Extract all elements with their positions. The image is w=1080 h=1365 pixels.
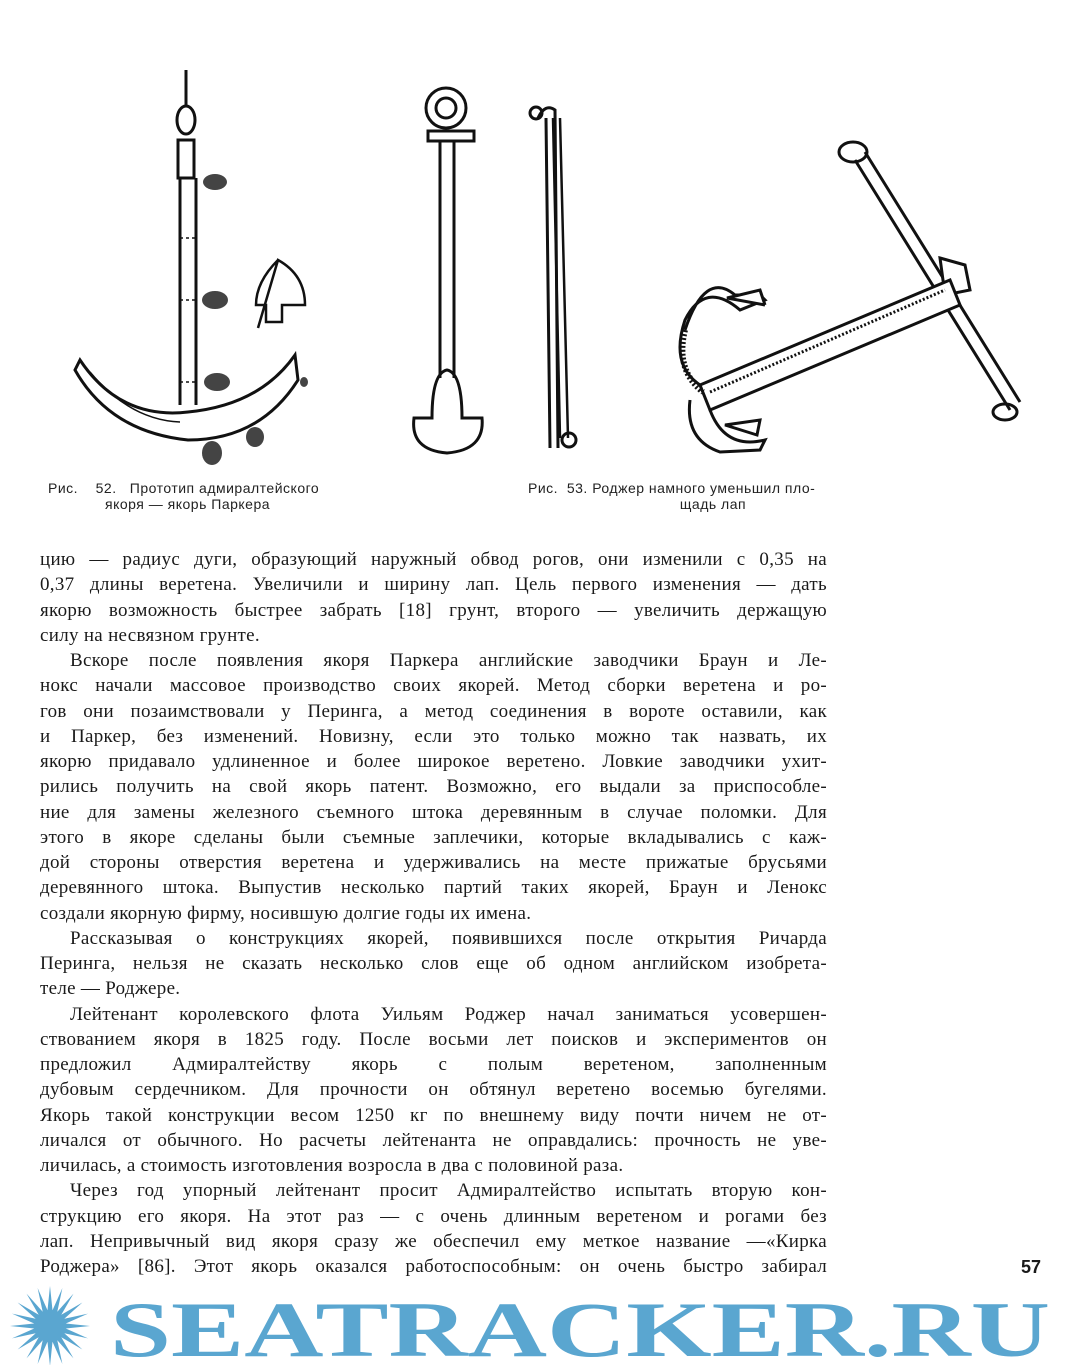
- figure-53-caption: [528, 480, 898, 512]
- text-line: якорю придавало удлиненное и более широкое веретено. Ловкие заводчики ухит-: [40, 751, 827, 772]
- text-line: и Паркер, без изменений. Новизну, если это только можно так назвать, их: [40, 725, 827, 747]
- figure-53-rodger-anchor-perspective-drawing: [665, 130, 1035, 460]
- text-line: личилась, а стоимость изготовления возросла в два с половиной раза.: [40, 1155, 624, 1176]
- text-line: дой стороны отверстия веретена и удерживались на месте прижатые брусьями: [40, 852, 827, 873]
- text-line: предложил Адмиралтейству якорь с полым веретеном, заполненным: [40, 1054, 827, 1075]
- body-text: [40, 547, 827, 1279]
- text-line: Лейтенант королевского флота Уильям Роджер начал заниматься усовершен-: [70, 1003, 827, 1025]
- text-line: рились получить на свой якорь патент. Возможно, его выдали за приспособле-: [40, 776, 827, 798]
- text-line: Перинга, нельзя не сказать несколько слов еще об одном английском изобрета-: [40, 953, 827, 974]
- text-line: дубовым сердечником. Для прочности он обтянул веретено восемью бугелями.: [40, 1079, 827, 1101]
- figure-53-number: 53.: [566, 480, 588, 496]
- figure-52-caption-line1: Прототип адмиралтейского: [129, 480, 320, 496]
- text-line: Рассказывая о конструкциях якорей, появившихся после открытия Ричарда: [70, 927, 827, 949]
- figure-52-number: 52.: [95, 480, 117, 496]
- text-line: 0,37 длины веретена. Увеличили и ширину лап. Цель первого изменения — дать: [40, 574, 827, 596]
- figure-52-parker-anchor-drawing: [60, 60, 330, 470]
- text-line: лап. Непривычный вид якоря сразу же обеспечил ему меткое название —«Кирка: [40, 1230, 827, 1252]
- starburst-icon: [10, 1286, 90, 1365]
- text-line: деревянного штока. Выпустив несколько партий таких якорей, Браун и Ленокс: [40, 877, 827, 899]
- seatracker-watermark-logo: [0, 1284, 1080, 1365]
- figure-53-label: Рис.: [528, 480, 559, 496]
- page-number: 57: [1021, 1257, 1042, 1277]
- text-line: ние для замены железного съемного штока деревянным в случае поломки. Для: [40, 801, 827, 823]
- text-line: гов они позаимствовали у Перинга, а метод соединения в вороте оставили, как: [40, 700, 827, 722]
- text-line: ствованием якоря в 1825 году. После восьми лет поисков и экспериментов он: [40, 1028, 827, 1050]
- figure-53-caption-line2: щадь лап: [679, 496, 747, 512]
- figure-52-label: Рис.: [48, 480, 79, 496]
- text-line: цию — радиус дуги, образующий наружный обвод рогов, они изменили с 0,35 на: [40, 549, 827, 570]
- text-line: силу на несвязном грунте.: [40, 624, 260, 646]
- figure-53-rodger-anchor-front-drawing: [410, 78, 600, 463]
- text-line: Роджера» [86]. Этот якорь оказался работоспособным: он очень быстро забирал: [40, 1256, 827, 1277]
- text-line: Через год упорный лейтенант просит Адмиралтейство испытать вторую кон-: [70, 1180, 827, 1202]
- text-line: якорю возможность быстрее забрать [18] грунт, второго — увеличить держащую: [40, 599, 827, 621]
- text-line: Якорь такой конструкции весом 1250 кг по внешнему виду почти ничем не от-: [40, 1104, 827, 1126]
- text-line: струкцию его якоря. На этот раз — с очень длинным веретеном и рогами без: [40, 1205, 827, 1227]
- text-line: личался от обычного. Но расчеты лейтенанта не оправдались: прочность не уве-: [40, 1129, 827, 1151]
- text-line: теле — Роджере.: [40, 978, 181, 1000]
- text-line: этого в якоре сделаны были съемные заплечики, которые вкладывались с каж-: [40, 826, 827, 848]
- figure-52-caption: [48, 480, 378, 512]
- text-line: создали якорную фирму, носившую долгие годы их имена.: [40, 902, 532, 924]
- text-line: Вскоре после появления якоря Паркера английские заводчики Браун и Ле-: [70, 650, 827, 671]
- figure-53-caption-line1: Роджер намного уменьшил пло-: [592, 480, 816, 496]
- text-line: нокс начали массовое производство своих якорей. Метод сборки веретена и ро-: [40, 675, 827, 697]
- watermark-text: SEATRACKER.RU: [110, 1286, 1050, 1365]
- figure-52-caption-line2: якоря — якорь Паркера: [105, 496, 271, 512]
